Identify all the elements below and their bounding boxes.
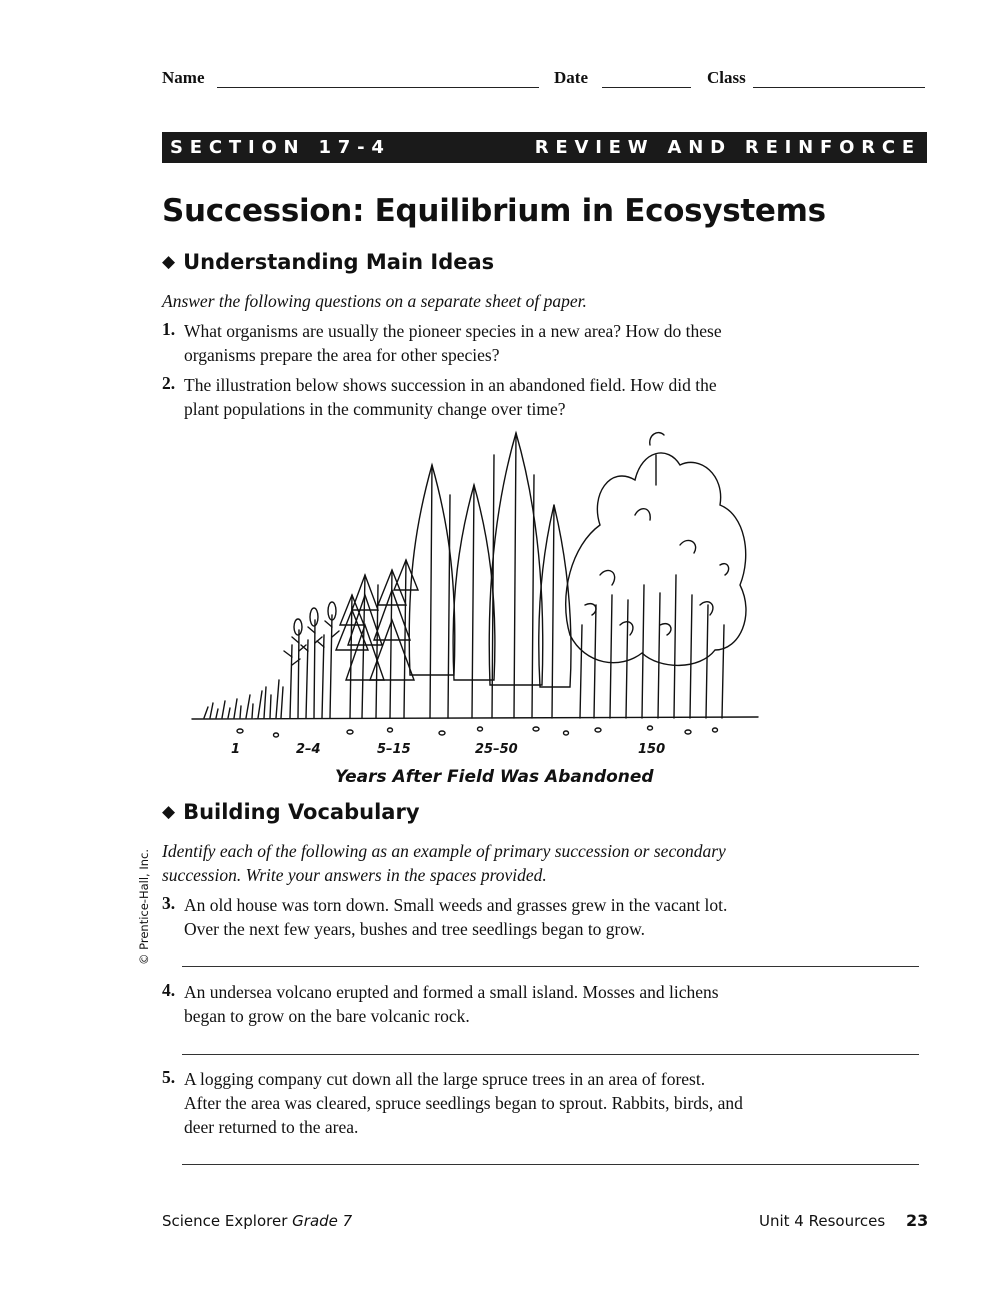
footer-unit: Unit 4 Resources: [759, 1212, 886, 1230]
diamond-bullet-icon: ◆: [162, 252, 176, 272]
vocabulary-instructions: [162, 839, 802, 887]
heading-vocabulary-text: Building Vocabulary: [183, 800, 420, 824]
question-1-line: What organisms are usually the pioneer species in a new area? How do these: [184, 321, 722, 341]
section-type: REVIEW AND REINFORCE: [534, 137, 921, 158]
instruction-line: succession. Write your answers in the spaces provided.: [162, 865, 547, 885]
question-4-line: began to grow on the bare volcanic rock.: [184, 1006, 470, 1026]
question-5-line: A logging company cut down all the large spruce trees in an area of forest.: [184, 1069, 706, 1089]
footer-book: [162, 1212, 352, 1230]
name-label: Name: [162, 68, 205, 87]
footer-grade: Grade 7: [292, 1212, 353, 1230]
question-1-text: [184, 319, 824, 367]
question-2-line: The illustration below shows succession in an abandoned field. How did the: [184, 375, 717, 395]
grasses-drawing: [204, 680, 283, 718]
question-3-line: Over the next few years, bushes and tree seedlings began to grow.: [184, 919, 646, 939]
year-label: 2–4: [296, 742, 321, 757]
question-5-line: deer returned to the area.: [184, 1117, 359, 1137]
copyright-notice: © Prentice-Hall, Inc.: [137, 848, 151, 966]
pebbles-drawing: [237, 726, 718, 737]
succession-illustration: [180, 425, 770, 745]
class-field-line[interactable]: [753, 87, 925, 88]
question-number: 3.: [162, 893, 176, 913]
question-number: 4.: [162, 980, 176, 1000]
date-field-line[interactable]: [602, 87, 691, 88]
question-4-text: [184, 980, 824, 1028]
section-bar: [162, 132, 927, 163]
instruction-line: Identify each of the following as an example of primary succession or secondary: [162, 841, 726, 861]
year-label: 150: [638, 742, 666, 757]
young-pines-drawing: [336, 560, 418, 718]
question-number: 2.: [162, 373, 176, 393]
conifers-drawing: [409, 433, 571, 718]
year-label: 25–50: [475, 742, 518, 757]
question-3-line: An old house was torn down. Small weeds and grasses grew in the vacant lot.: [184, 895, 728, 915]
question-2-line: plant populations in the community change over time?: [184, 399, 566, 419]
question-4-line: An undersea volcano erupted and formed a small island. Mosses and lichens: [184, 982, 719, 1002]
heading-main-ideas-text: Understanding Main Ideas: [183, 250, 495, 274]
question-number: 1.: [162, 319, 176, 339]
heading-main-ideas: [162, 250, 494, 274]
main-ideas-instructions: Answer the following questions on a separate sheet of paper.: [162, 291, 587, 311]
question-number: 5.: [162, 1067, 176, 1087]
year-label: 1: [231, 742, 241, 757]
answer-line-5[interactable]: [182, 1164, 919, 1165]
heading-vocabulary: [162, 800, 420, 824]
deciduous-forest-drawing: [566, 433, 746, 718]
illustration-caption: Years After Field Was Abandoned: [335, 767, 654, 787]
question-1-line: organisms prepare the area for other species?: [184, 345, 500, 365]
answer-line-3[interactable]: [182, 966, 919, 967]
ground-line: [192, 717, 758, 719]
page-number: 23: [906, 1211, 929, 1230]
section-number: SECTION 17-4: [170, 137, 391, 158]
question-5-line: After the area was cleared, spruce seedlings began to sprout. Rabbits, birds, and: [184, 1093, 743, 1113]
class-label: Class: [707, 68, 746, 87]
page-title: Succession: Equilibrium in Ecosystems: [162, 193, 826, 229]
year-label: 5–15: [377, 742, 411, 757]
weeds-drawing: [284, 602, 339, 718]
diamond-bullet-icon: ◆: [162, 802, 176, 822]
footer-book-title: Science Explorer: [162, 1212, 288, 1230]
name-field-line[interactable]: [217, 87, 539, 88]
question-2-text: [184, 373, 824, 421]
date-label: Date: [554, 68, 588, 87]
question-5-text: [184, 1067, 844, 1139]
question-3-text: [184, 893, 824, 941]
answer-line-4[interactable]: [182, 1054, 919, 1055]
